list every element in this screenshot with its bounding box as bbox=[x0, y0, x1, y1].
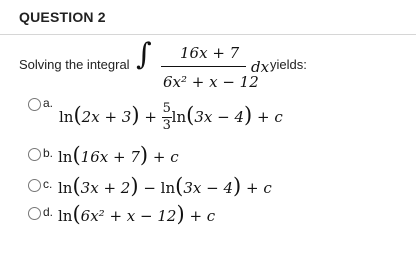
option-b-radio[interactable] bbox=[28, 148, 41, 161]
option-a-coefficient: $\frac{5}{3}$ bbox=[162, 101, 171, 133]
prompt-trail: yields: bbox=[270, 57, 307, 72]
option-d-letter: d. bbox=[43, 205, 54, 219]
differential: dx bbox=[251, 58, 270, 76]
option-b[interactable] bbox=[28, 143, 228, 168]
option-d-expression: ln(6x² + x − 12) + c bbox=[58, 202, 216, 226]
option-a[interactable] bbox=[28, 96, 283, 138]
integrand-fraction-bar bbox=[161, 66, 246, 67]
prompt-lead: Solving the integral bbox=[19, 57, 130, 72]
option-b-letter: b. bbox=[43, 146, 54, 160]
option-c[interactable] bbox=[28, 174, 288, 199]
integrand-denominator: 6x² + x − 12 bbox=[163, 73, 259, 91]
option-c-letter: c. bbox=[43, 177, 53, 191]
option-b-expression: ln(16x + 7) + c bbox=[58, 143, 179, 167]
option-d-radio[interactable] bbox=[28, 207, 41, 220]
option-a-radio[interactable] bbox=[28, 98, 41, 111]
option-d[interactable] bbox=[28, 202, 248, 227]
question-title: QUESTION 2 bbox=[19, 9, 106, 25]
option-c-radio[interactable] bbox=[28, 179, 41, 192]
option-a-expression: ln(2x + 3) + $\frac{5}{3}$ ln(3x − 4) + c bbox=[59, 100, 283, 136]
question-header bbox=[0, 0, 416, 35]
integrand-numerator: 16x + 7 bbox=[180, 44, 240, 62]
option-c-expression: ln(3x + 2) − ln(3x − 4) + c bbox=[58, 174, 272, 198]
option-a-letter: a. bbox=[43, 96, 54, 110]
integral-sign: ∫ bbox=[136, 37, 152, 72]
